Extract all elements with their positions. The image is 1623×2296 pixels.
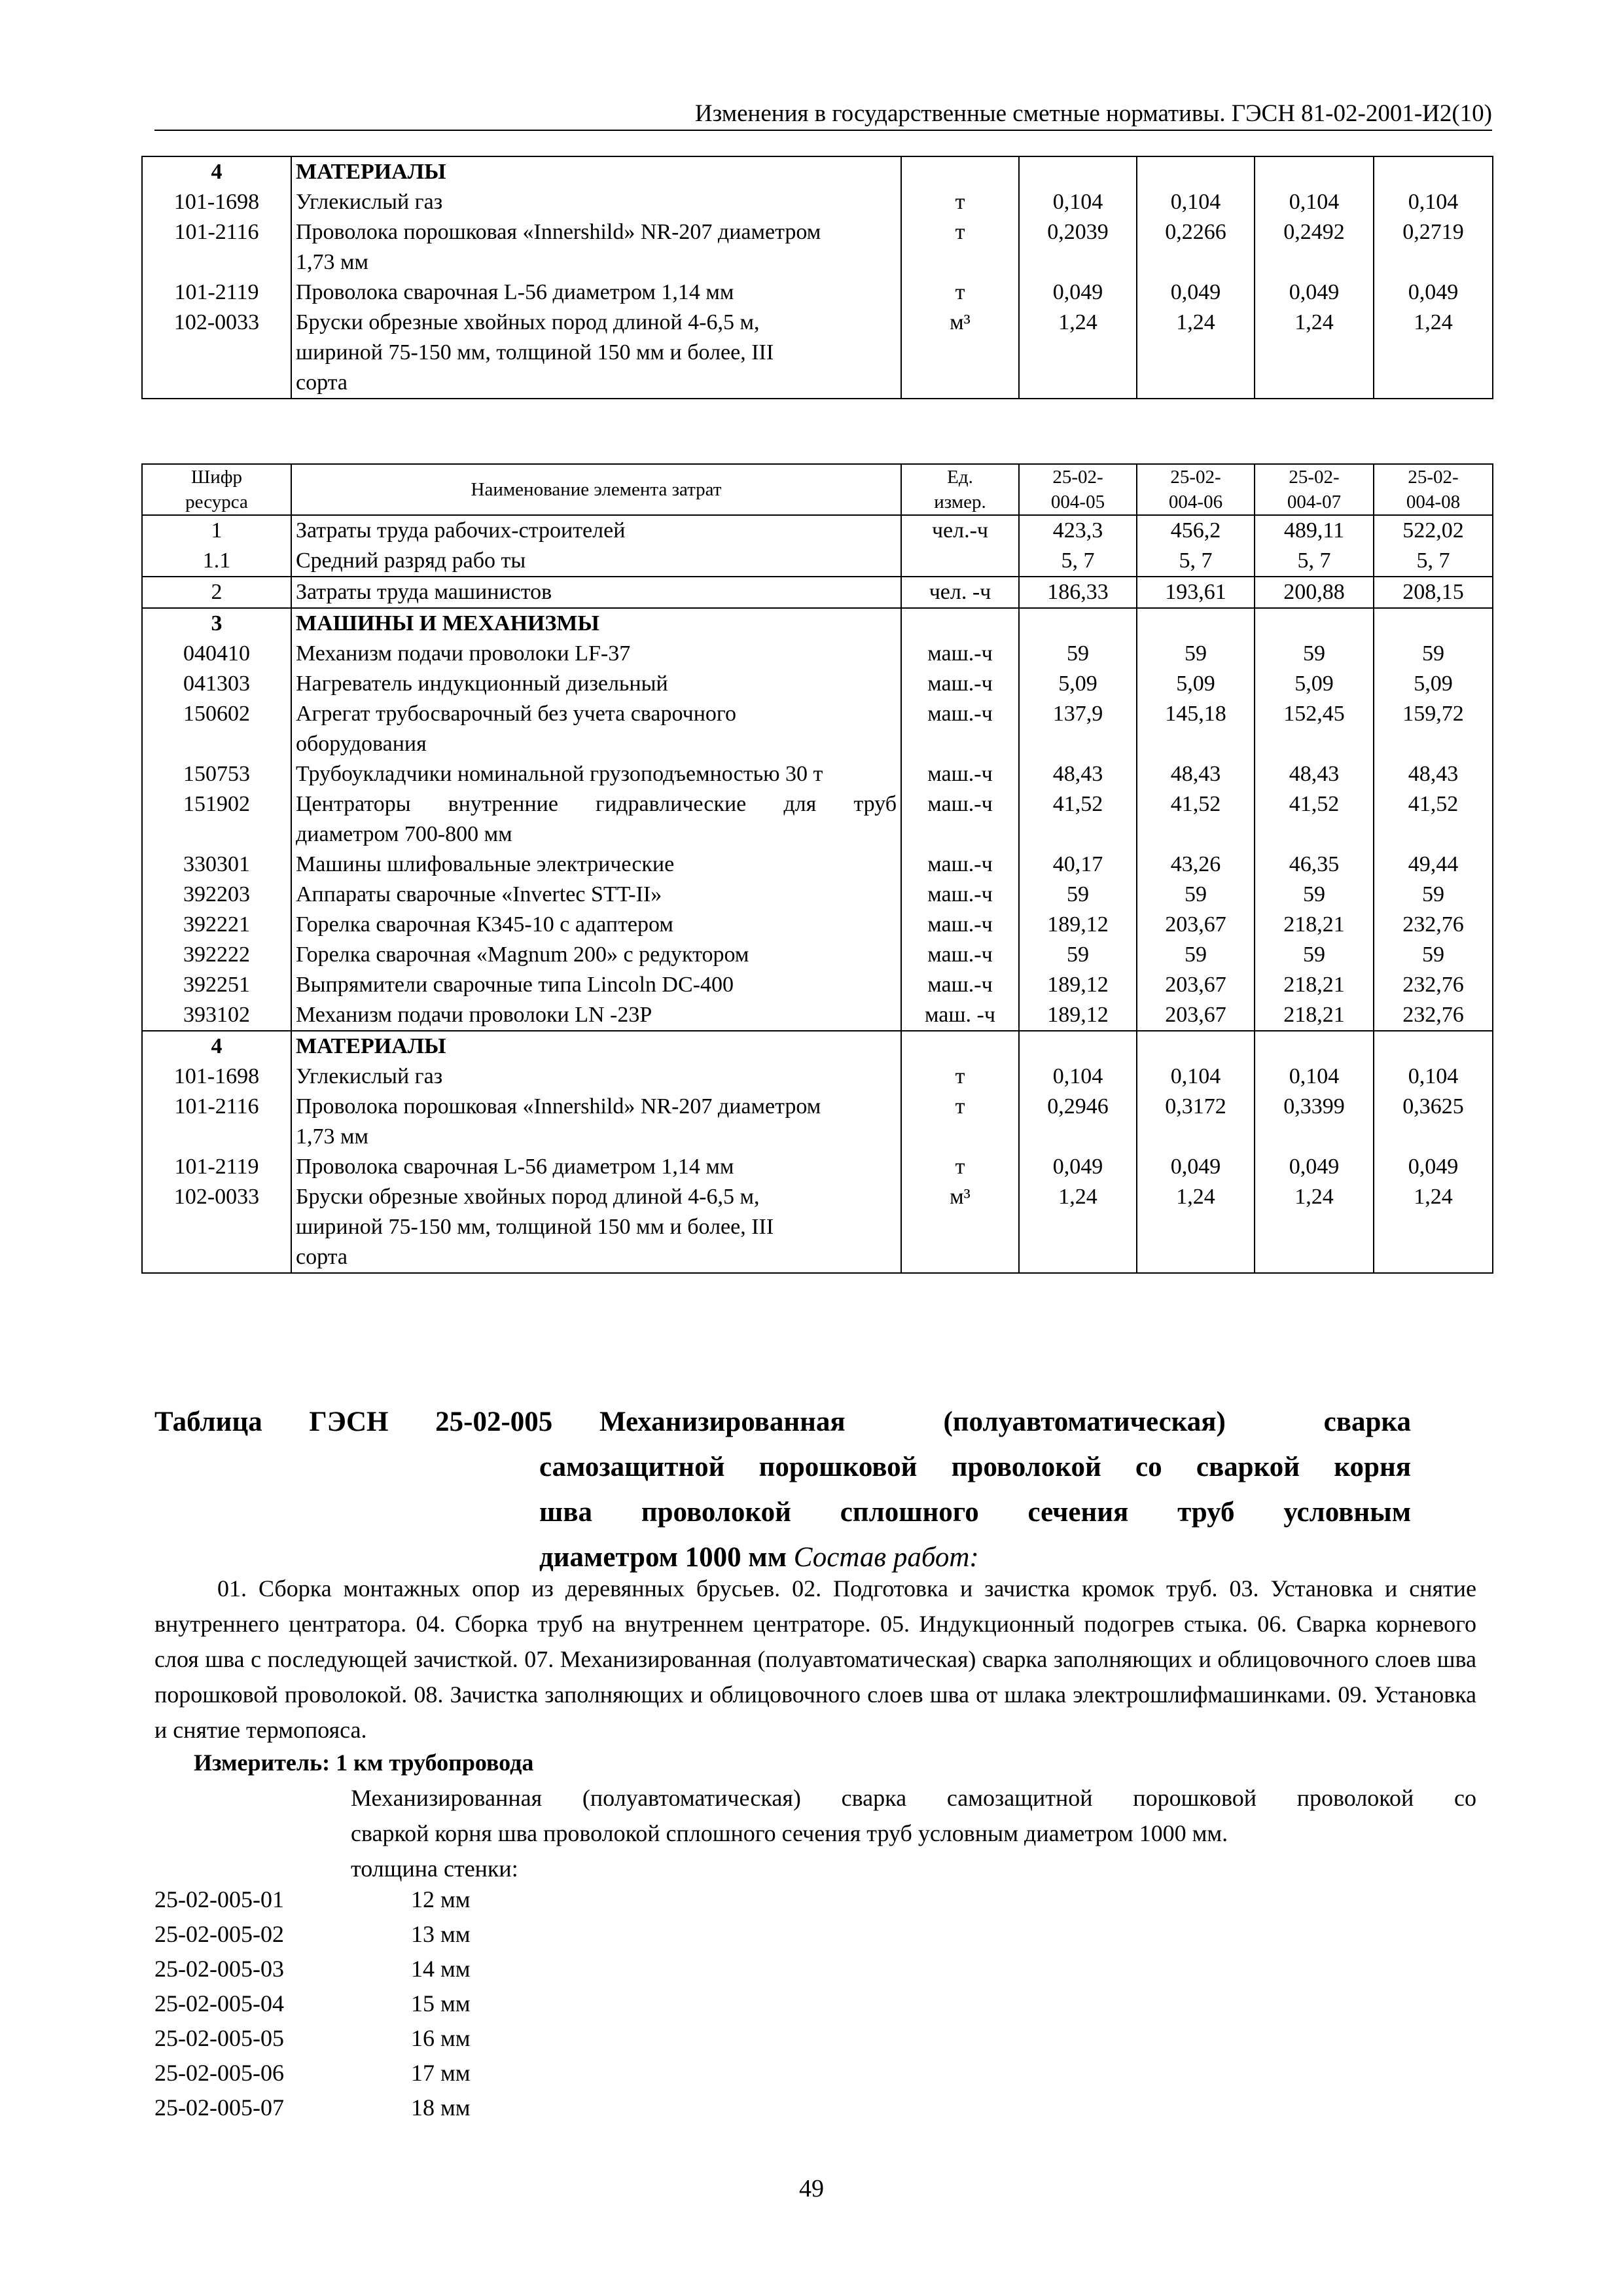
variant-code: 25-02-005-03 (154, 1956, 284, 1982)
resource-name-line: Агрегат трубосварочный без учета сварочного (296, 702, 737, 726)
variants-list (154, 1882, 542, 2125)
variant-row (154, 2056, 542, 2090)
resource-code: 101-2119 (142, 278, 291, 308)
variant-code: 25-02-005-07 (154, 2094, 284, 2121)
resource-value: 5, 7 (1137, 546, 1255, 577)
resource-code: 393102 (142, 1000, 291, 1031)
resource-name-line: Углекислый газ (296, 1064, 443, 1088)
resource-name (291, 577, 901, 608)
resource-name (291, 1062, 901, 1092)
running-header: Изменения в государственные сметные нормативы. ГЭСН 81-02-2001-И2(10) (154, 99, 1492, 131)
resource-code: 101-2116 (142, 217, 291, 278)
resource-value: 5, 7 (1019, 546, 1137, 577)
empty-cell (1374, 608, 1493, 639)
resource-value: 48,43 (1019, 759, 1137, 789)
resource-name-line: оборудования (296, 732, 427, 756)
resource-code: 102-0033 (142, 308, 291, 399)
resource-name-line: Центраторы внутренние гидравлические для труб (296, 792, 897, 816)
empty-cell (1137, 156, 1255, 187)
table-row (142, 639, 1493, 669)
resource-value: 203,67 (1137, 1000, 1255, 1031)
resource-name (291, 546, 901, 577)
resource-code: 101-2119 (142, 1152, 291, 1182)
resource-name (291, 789, 901, 850)
empty-cell (1374, 156, 1493, 187)
page-number: 49 (799, 2175, 824, 2202)
composition-label: Состав работ: (793, 1542, 979, 1573)
resource-value: 59 (1137, 880, 1255, 910)
resource-name-line: Бруски обрезные хвойных пород длиной 4-6,5 м, (296, 310, 760, 334)
resource-value: 522,02 (1374, 515, 1493, 546)
variant-thickness: 18 мм (411, 2094, 471, 2121)
empty-cell (1374, 1031, 1493, 1062)
resource-code: 330301 (142, 850, 291, 880)
title-line: самозащитной порошковой проволокой со сваркой корня (539, 1452, 1411, 1482)
resource-code: 392222 (142, 940, 291, 970)
resource-value: 456,2 (1137, 515, 1255, 546)
resource-name-line: Проволока порошковая «Innershild» NR-207 диаметром (296, 1094, 821, 1119)
resource-name-line: Аппараты сварочные «Invertec STT-II» (296, 882, 662, 906)
measure-unit: Измеритель: 1 км трубопровода (194, 1749, 534, 1776)
resource-code: 150753 (142, 759, 291, 789)
resource-name-line: диаметром 700-800 мм (296, 822, 512, 846)
resource-value: 41,52 (1255, 789, 1374, 850)
resource-code: 150602 (142, 699, 291, 759)
table-row (142, 970, 1493, 1000)
resource-name (291, 1182, 901, 1273)
resource-name-line: Проволока порошковая «Innershild» NR-207 диаметром (296, 220, 821, 244)
table-row (142, 699, 1493, 759)
resource-value: 5, 7 (1255, 546, 1374, 577)
section-code: 4 (142, 1031, 291, 1062)
resource-value: 232,76 (1374, 1000, 1493, 1031)
empty-cell (901, 1031, 1019, 1062)
empty-cell (901, 608, 1019, 639)
empty-cell (1137, 1031, 1255, 1062)
resource-value: 0,3399 (1255, 1092, 1374, 1152)
title-code: 25-02-005 (435, 1407, 553, 1437)
resource-value: 0,104 (1255, 187, 1374, 217)
resource-value: 0,049 (1374, 1152, 1493, 1182)
column-header-name: Наименование элемента затрат (291, 464, 901, 515)
resource-name (291, 639, 901, 669)
resource-name-line: сорта (296, 370, 348, 395)
empty-cell (1255, 1031, 1374, 1062)
resource-value: 1,24 (1019, 1182, 1137, 1273)
resource-value: 59 (1374, 880, 1493, 910)
table-row (142, 1152, 1493, 1182)
variant-code: 25-02-005-01 (154, 1886, 284, 1912)
variant-thickness: 15 мм (411, 1990, 471, 2017)
resource-value: 1,24 (1137, 1182, 1255, 1273)
resource-name-line: 1,73 мм (296, 250, 369, 274)
resource-name (291, 850, 901, 880)
variant-code: 25-02-005-05 (154, 2025, 284, 2051)
resource-value: 203,67 (1137, 910, 1255, 940)
resource-value: 5,09 (1019, 669, 1137, 699)
resource-value: 5,09 (1255, 669, 1374, 699)
resource-name-line: шириной 75-150 мм, толщиной 150 мм и более, III (296, 340, 774, 365)
resource-value: 48,43 (1137, 759, 1255, 789)
resource-value: 1,24 (1019, 308, 1137, 399)
variant-code: 25-02-005-06 (154, 2060, 284, 2086)
resource-value: 49,44 (1374, 850, 1493, 880)
resource-table-body (142, 515, 1493, 1273)
table-row (142, 278, 1493, 308)
resource-value: 0,049 (1374, 278, 1493, 308)
resource-name-line: Нагреватель индукционный дизельный (296, 672, 668, 696)
resource-value: 59 (1255, 940, 1374, 970)
resource-value: 0,104 (1019, 1062, 1137, 1092)
resource-name-line: Механизм подачи проволоки LN -23P (296, 1003, 652, 1027)
resource-value: 203,67 (1137, 970, 1255, 1000)
resource-code: 1 (142, 515, 291, 546)
resource-name (291, 278, 901, 308)
section-code: 3 (142, 608, 291, 639)
column-header-variant: 25-02- 004-08 (1374, 464, 1493, 515)
resource-value: 5,09 (1137, 669, 1255, 699)
empty-cell (1019, 1031, 1137, 1062)
resource-value: 193,61 (1137, 577, 1255, 608)
column-header-variant: 25-02- 004-05 (1019, 464, 1137, 515)
resource-unit: т (901, 1152, 1019, 1182)
resource-name-line: 1,73 мм (296, 1124, 369, 1149)
title-word: Таблица (154, 1407, 262, 1437)
variant-row (154, 2090, 542, 2125)
resource-unit: т (901, 187, 1019, 217)
resource-value: 1,24 (1255, 308, 1374, 399)
table-row (142, 1062, 1493, 1092)
resource-code: 1.1 (142, 546, 291, 577)
resource-name-line: Машины шлифовальные электрические (296, 852, 675, 876)
resource-name (291, 187, 901, 217)
resource-value: 1,24 (1374, 1182, 1493, 1273)
resource-unit: чел. -ч (901, 577, 1019, 608)
variant-code: 25-02-005-04 (154, 1990, 284, 2017)
resource-name-line: Механизм подачи проволоки LF-37 (296, 641, 631, 666)
resource-table-continued (141, 156, 1493, 399)
resource-value: 1,24 (1374, 308, 1493, 399)
resource-unit: маш.-ч (901, 669, 1019, 699)
table-row (142, 1092, 1493, 1152)
resource-value: 186,33 (1019, 577, 1137, 608)
resource-name (291, 880, 901, 910)
section-row (142, 1031, 1493, 1062)
resource-value: 41,52 (1019, 789, 1137, 850)
empty-cell (1019, 156, 1137, 187)
table-row (142, 910, 1493, 940)
resource-code: 392203 (142, 880, 291, 910)
variant-row (154, 1917, 542, 1952)
description-line: сваркой корня шва проволокой сплошного сечения труб условным диаметром 1000 мм. (351, 1820, 1228, 1846)
resource-name (291, 759, 901, 789)
resource-value: 189,12 (1019, 1000, 1137, 1031)
resource-table (141, 463, 1493, 1274)
resource-value: 5,09 (1374, 669, 1493, 699)
resource-value: 40,17 (1019, 850, 1137, 880)
resource-unit (901, 546, 1019, 577)
resource-name (291, 970, 901, 1000)
resource-value: 0,049 (1019, 1152, 1137, 1182)
variant-thickness: 16 мм (411, 2025, 471, 2051)
resource-code: 392221 (142, 910, 291, 940)
resource-code: 102-0033 (142, 1182, 291, 1273)
resource-unit: маш.-ч (901, 970, 1019, 1000)
section-title: МАТЕРИАЛЫ (291, 1031, 901, 1062)
variant-thickness: 14 мм (411, 1956, 471, 1982)
resource-code: 040410 (142, 639, 291, 669)
resource-value: 0,104 (1019, 187, 1137, 217)
resource-code: 101-1698 (142, 187, 291, 217)
title-word: Механизированная (полуавтоматическая) сварка (599, 1407, 1411, 1437)
resource-value: 0,104 (1374, 187, 1493, 217)
column-header-code: Шифр ресурса (142, 464, 291, 515)
variant-row (154, 1882, 542, 1917)
resource-code: 101-2116 (142, 1092, 291, 1152)
resource-code: 041303 (142, 669, 291, 699)
resource-value: 0,049 (1255, 278, 1374, 308)
resource-name-line: Бруски обрезные хвойных пород длиной 4-6,5 м, (296, 1185, 760, 1209)
resource-unit: маш.-ч (901, 850, 1019, 880)
resource-value: 0,049 (1019, 278, 1137, 308)
resource-value: 41,52 (1137, 789, 1255, 850)
resource-name (291, 1000, 901, 1031)
column-header-variant: 25-02- 004-06 (1137, 464, 1255, 515)
resource-value: 5, 7 (1374, 546, 1493, 577)
section-row (142, 608, 1493, 639)
resource-name (291, 217, 901, 278)
resource-value: 1,24 (1137, 308, 1255, 399)
resource-unit: маш. -ч (901, 1000, 1019, 1031)
resource-value: 59 (1137, 940, 1255, 970)
table-row (142, 669, 1493, 699)
resource-name-line: Горелка сварочная К345-10 с адаптером (296, 912, 673, 937)
section-title (154, 1399, 1411, 1580)
resource-value: 208,15 (1374, 577, 1493, 608)
resource-value: 0,3172 (1137, 1092, 1255, 1152)
resource-code: 101-1698 (142, 1062, 291, 1092)
resource-name-line: Горелка сварочная «Magnum 200» с редуктором (296, 942, 749, 967)
table-row (142, 546, 1493, 577)
resource-value: 218,21 (1255, 1000, 1374, 1031)
resource-name-line: Затраты труда машинистов (296, 580, 552, 604)
title-word: ГЭСН (309, 1407, 389, 1437)
variant-thickness: 17 мм (411, 2060, 471, 2086)
table-row (142, 1000, 1493, 1031)
resource-value: 0,2719 (1374, 217, 1493, 278)
resource-value: 0,049 (1255, 1152, 1374, 1182)
resource-name-line: Затраты труда рабочих-строителей (296, 518, 626, 543)
resource-value: 59 (1374, 940, 1493, 970)
resource-unit: т (901, 278, 1019, 308)
resource-name (291, 940, 901, 970)
table-header-row (142, 464, 1493, 515)
resource-table-continued-body (142, 156, 1493, 399)
title-line: диаметром 1000 мм (539, 1542, 787, 1573)
resource-name (291, 1152, 901, 1182)
resource-value: 59 (1019, 639, 1137, 669)
resource-value: 218,21 (1255, 910, 1374, 940)
resource-name-line: Проволока сварочная L-56 диаметром 1,14 мм (296, 280, 734, 304)
resource-unit: чел.-ч (901, 515, 1019, 546)
table-row (142, 577, 1493, 608)
table-row (142, 880, 1493, 910)
section-title: МАШИНЫ И МЕХАНИЗМЫ (291, 608, 901, 639)
empty-cell (1019, 608, 1137, 639)
resource-value: 0,2492 (1255, 217, 1374, 278)
table-row (142, 217, 1493, 278)
resource-code: 2 (142, 577, 291, 608)
resource-value: 200,88 (1255, 577, 1374, 608)
table-row (142, 515, 1493, 546)
variant-thickness: 12 мм (411, 1886, 471, 1912)
resource-unit: маш.-ч (901, 940, 1019, 970)
table-row (142, 850, 1493, 880)
resource-name (291, 1092, 901, 1152)
resource-name-line: сорта (296, 1245, 348, 1269)
resource-value: 137,9 (1019, 699, 1137, 759)
resource-name (291, 699, 901, 759)
variant-thickness: 13 мм (411, 1921, 471, 1947)
resource-value: 232,76 (1374, 910, 1493, 940)
empty-cell (1255, 156, 1374, 187)
resource-name-line: Выпрямители сварочные типа Lincoln DC-400 (296, 973, 734, 997)
empty-cell (1255, 608, 1374, 639)
resource-unit: маш.-ч (901, 699, 1019, 759)
resource-code: 392251 (142, 970, 291, 1000)
resource-name-line: Проволока сварочная L-56 диаметром 1,14 мм (296, 1155, 734, 1179)
table-row (142, 187, 1493, 217)
resource-value: 152,45 (1255, 699, 1374, 759)
resource-value: 41,52 (1374, 789, 1493, 850)
description-line: Механизированная (полуавтоматическая) сварка самозащитной порошковой проволокой со (351, 1785, 1476, 1811)
resource-value: 59 (1255, 880, 1374, 910)
resource-name (291, 910, 901, 940)
table-row (142, 759, 1493, 789)
section-title: МАТЕРИАЛЫ (291, 156, 901, 187)
description-line: толщина стенки: (351, 1856, 518, 1882)
resource-name (291, 308, 901, 399)
resource-name-line: Углекислый газ (296, 190, 443, 214)
section-row (142, 156, 1493, 187)
resource-value: 232,76 (1374, 970, 1493, 1000)
table-row (142, 789, 1493, 850)
resource-value: 0,104 (1374, 1062, 1493, 1092)
resource-value: 0,2266 (1137, 217, 1255, 278)
resource-code: 151902 (142, 789, 291, 850)
resource-value: 0,3625 (1374, 1092, 1493, 1152)
resource-value: 59 (1137, 639, 1255, 669)
section-code: 4 (142, 156, 291, 187)
column-header-variant: 25-02- 004-07 (1255, 464, 1374, 515)
table-row (142, 1182, 1493, 1273)
resource-value: 218,21 (1255, 970, 1374, 1000)
table-row (142, 308, 1493, 399)
resource-value: 0,2946 (1019, 1092, 1137, 1152)
resource-name-line: Средний разряд рабо ты (296, 548, 526, 573)
resource-unit: маш.-ч (901, 639, 1019, 669)
resource-unit: маш.-ч (901, 789, 1019, 850)
resource-value: 48,43 (1255, 759, 1374, 789)
resource-value: 0,104 (1137, 1062, 1255, 1092)
resource-value: 423,3 (1019, 515, 1137, 546)
resource-value: 0,049 (1137, 1152, 1255, 1182)
resource-unit: маш.-ч (901, 759, 1019, 789)
resource-name (291, 669, 901, 699)
empty-cell (1137, 608, 1255, 639)
resource-unit: м³ (901, 1182, 1019, 1273)
resource-value: 189,12 (1019, 970, 1137, 1000)
table-row (142, 940, 1493, 970)
resource-value: 59 (1374, 639, 1493, 669)
resource-value: 189,12 (1019, 910, 1137, 940)
resource-value: 59 (1019, 880, 1137, 910)
variant-row (154, 1952, 542, 1986)
resource-value: 159,72 (1374, 699, 1493, 759)
resource-value: 489,11 (1255, 515, 1374, 546)
resource-value: 43,26 (1137, 850, 1255, 880)
resource-value: 48,43 (1374, 759, 1493, 789)
resource-value: 59 (1255, 639, 1374, 669)
resource-value: 0,104 (1255, 1062, 1374, 1092)
variant-row (154, 1986, 542, 2021)
resource-value: 0,049 (1137, 278, 1255, 308)
resource-name-line: Трубоукладчики номинальной грузоподъемностью 30 т (296, 762, 823, 786)
variant-row (154, 2021, 542, 2056)
resource-value: 46,35 (1255, 850, 1374, 880)
resource-unit: т (901, 1062, 1019, 1092)
resource-value: 145,18 (1137, 699, 1255, 759)
resource-value: 59 (1019, 940, 1137, 970)
resource-value: 0,104 (1137, 187, 1255, 217)
variant-code: 25-02-005-02 (154, 1921, 284, 1947)
empty-cell (901, 156, 1019, 187)
resource-unit: маш.-ч (901, 880, 1019, 910)
variant-description (351, 1780, 1476, 1886)
resource-value: 0,2039 (1019, 217, 1137, 278)
resource-value: 1,24 (1255, 1182, 1374, 1273)
resource-unit: маш.-ч (901, 910, 1019, 940)
title-line: шва проволокой сплошного сечения труб условным (539, 1497, 1411, 1528)
resource-unit: м³ (901, 308, 1019, 399)
resource-unit: т (901, 1092, 1019, 1152)
composition-text: 01. Сборка монтажных опор из деревянных брусьев. 02. Подготовка и зачистка кромок труб. 03. Установка и снятие внутреннего центратора. 04. Сборка труб на внутреннем центраторе. 05. Индукционный подогрев стыка. 06. Сварка корневого слоя шва с последующей зачисткой. 07. Механизированная (полуавтоматическая) сварка заполняющих и облицовочного слоев шва порошковой проволокой. 08. Зачистка заполняющих и облицовочного слоев шва от шлака электрошлифмашинками. 09. Установка и снятие термопояса. (154, 1575, 1476, 1743)
resource-name-line: шириной 75-150 мм, толщиной 150 мм и более, III (296, 1215, 774, 1239)
resource-name (291, 515, 901, 546)
resource-unit: т (901, 217, 1019, 278)
column-header-unit: Ед. измер. (901, 464, 1019, 515)
